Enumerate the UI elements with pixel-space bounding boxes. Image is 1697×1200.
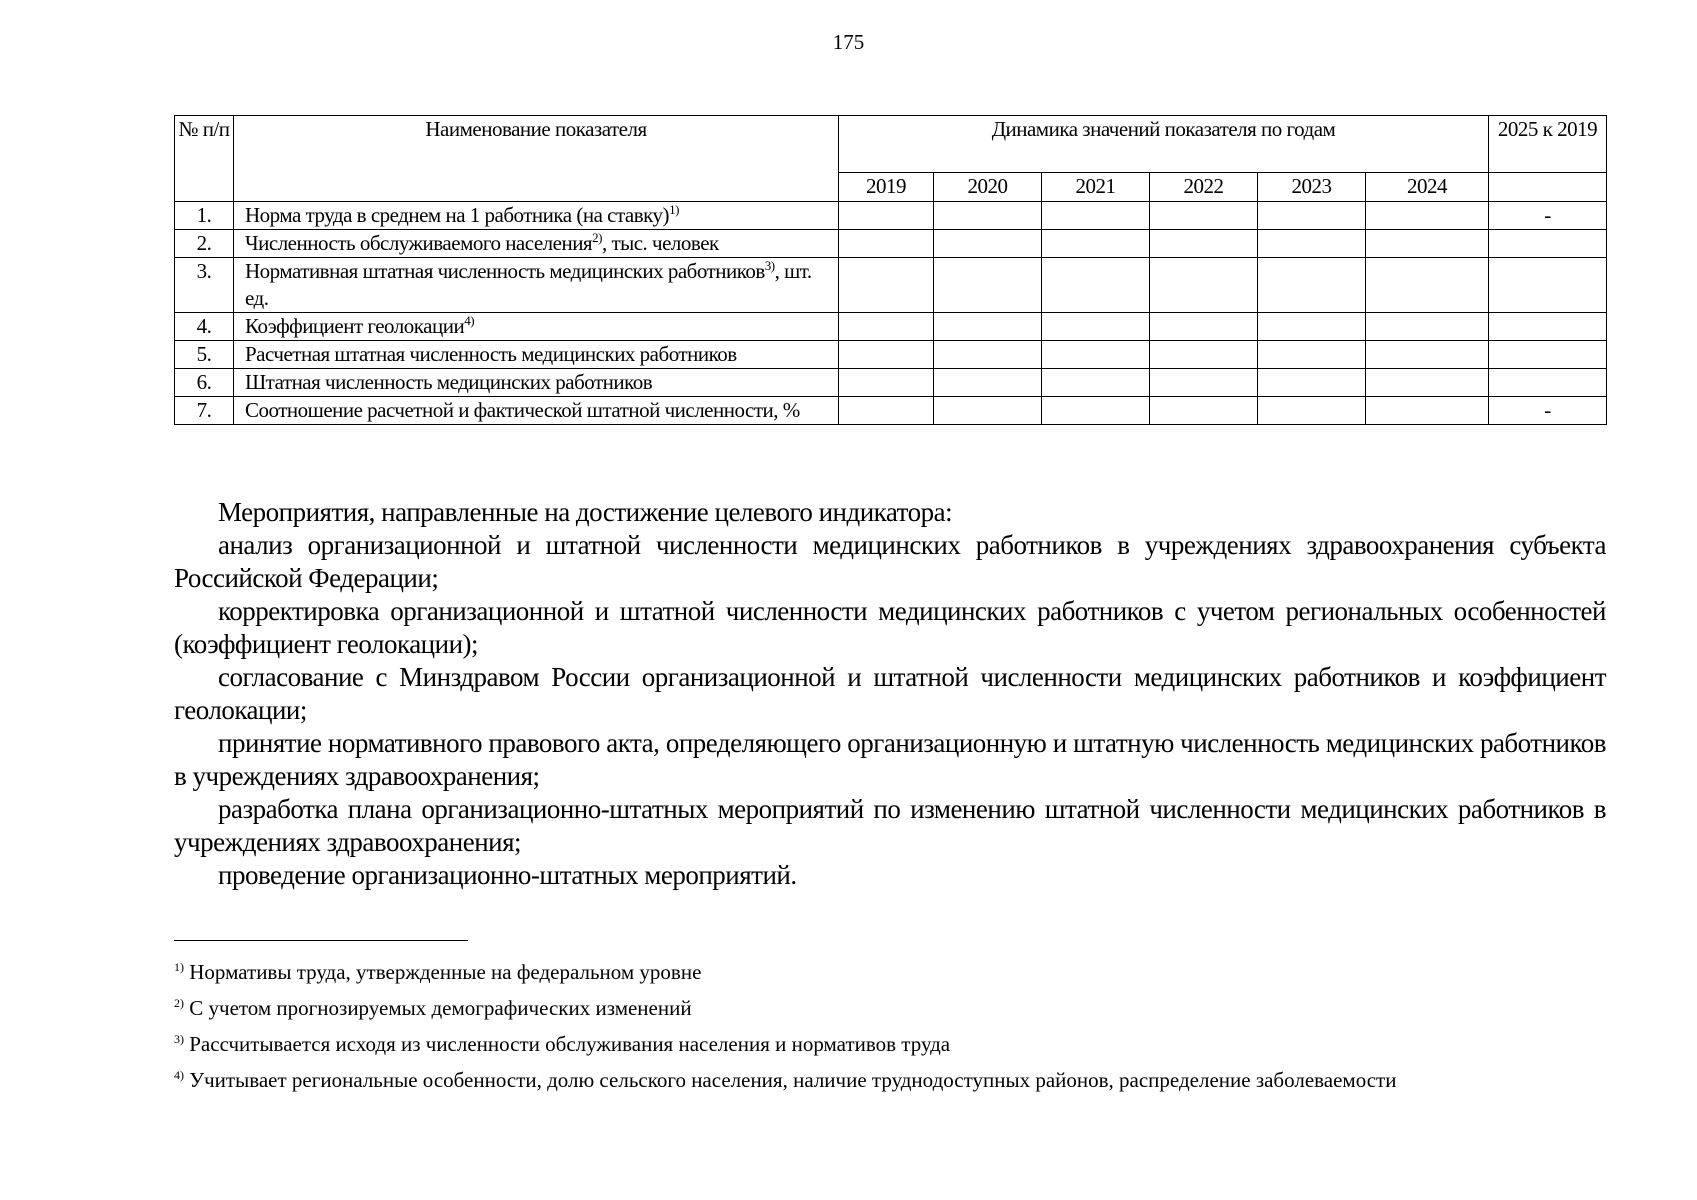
measure-item: проведение организационно-штатных мероприятий. — [218, 860, 797, 890]
compare-cell: - — [1489, 397, 1607, 425]
compare-cell — [1489, 341, 1607, 369]
year-value-cell — [1042, 397, 1150, 425]
row-number: 6. — [175, 369, 234, 397]
indicator-name-text: Численность обслуживаемого населения — [245, 231, 593, 255]
header-year: 2023 — [1258, 173, 1366, 202]
year-value-cell — [839, 341, 934, 369]
year-value-cell — [934, 313, 1042, 341]
footnote-mark: 3) — [174, 1032, 184, 1046]
table-header-row — [175, 116, 1607, 173]
page-number: 175 — [832, 30, 865, 54]
footnote-mark: 1) — [174, 960, 184, 974]
year-value-cell — [934, 230, 1042, 258]
footnote-ref: 4) — [464, 313, 475, 328]
year-value-cell — [1258, 258, 1366, 313]
footnote-text: Учитывает региональные особенности, долю сельского населения, наличие труднодоступных районов, распределение заболеваемости — [184, 1068, 1397, 1092]
table-row — [175, 230, 1607, 258]
row-indicator-name — [234, 397, 839, 425]
row-number: 7. — [175, 397, 234, 425]
year-value-cell — [1042, 258, 1150, 313]
indicator-name-text: Соотношение расчетной и фактической штатной численности, % — [245, 398, 800, 422]
year-value-cell — [934, 202, 1042, 230]
footnote-ref: 1) — [669, 202, 679, 217]
row-number: 1. — [175, 202, 234, 230]
row-indicator-name — [234, 258, 839, 313]
measures-section — [174, 496, 1606, 892]
header-year: 2021 — [1042, 173, 1150, 202]
year-value-cell — [1366, 341, 1489, 369]
year-value-cell — [839, 202, 934, 230]
header-dynamics: Динамика значений показателя по годам — [839, 116, 1489, 173]
year-value-cell — [1258, 397, 1366, 425]
footnote-divider — [174, 940, 468, 941]
table-row — [175, 397, 1607, 425]
footnote — [174, 1030, 1606, 1058]
header-year: 2024 — [1366, 173, 1489, 202]
year-value-cell — [934, 369, 1042, 397]
year-value-cell — [1258, 369, 1366, 397]
year-value-cell — [1366, 397, 1489, 425]
year-value-cell — [1150, 230, 1258, 258]
header-year: 2022 — [1150, 173, 1258, 202]
indicators-table — [174, 115, 1607, 425]
header-year: 2019 — [839, 173, 934, 202]
year-value-cell — [839, 313, 934, 341]
table-row — [175, 202, 1607, 230]
indicator-unit: , тыс. человек — [601, 231, 719, 255]
footnotes — [174, 958, 1606, 1102]
compare-cell — [1489, 258, 1607, 313]
footnote-text: С учетом прогнозируемых демографических изменений — [184, 996, 692, 1020]
year-value-cell — [1150, 341, 1258, 369]
compare-cell — [1489, 369, 1607, 397]
measure-item: анализ организационной и штатной численности медицинских работников в учреждениях здравоохранения субъекта Российской Федерации; — [174, 530, 1606, 593]
footnote — [174, 994, 1606, 1022]
year-value-cell — [1258, 202, 1366, 230]
indicator-name-text: Нормативная штатная численность медицинских работников — [245, 259, 765, 283]
year-value-cell — [1258, 313, 1366, 341]
footnote — [174, 1066, 1606, 1094]
year-value-cell — [1042, 369, 1150, 397]
compare-cell: - — [1489, 202, 1607, 230]
measure-item: принятие нормативного правового акта, определяющего организационную и штатную численность медицинских работников в учреждениях здравоохранения; — [174, 728, 1606, 791]
indicator-name-text: Штатная численность медицинских работников — [245, 370, 653, 394]
row-indicator-name — [234, 230, 839, 258]
measure-item: корректировка организационной и штатной численности медицинских работников с учетом региональных особенностей (коэффициент геолокации); — [174, 596, 1606, 659]
footnote-mark: 2) — [174, 996, 184, 1010]
footnote-ref: 3) — [764, 258, 775, 273]
year-value-cell — [1366, 202, 1489, 230]
table-row — [175, 369, 1607, 397]
table-row — [175, 313, 1607, 341]
indicator-name-text: Коэффициент геолокации — [245, 314, 465, 338]
year-value-cell — [1258, 341, 1366, 369]
year-value-cell — [934, 397, 1042, 425]
compare-cell — [1489, 230, 1607, 258]
measure-item: согласование с Минздравом России организационной и штатной численности медицинских работников и коэффициент геолокации; — [174, 662, 1606, 725]
footnote-text: Нормативы труда, утвержденные на федеральном уровне — [184, 960, 702, 984]
header-num: № п/п — [175, 116, 234, 202]
year-value-cell — [839, 397, 934, 425]
year-value-cell — [1366, 230, 1489, 258]
footnote-mark: 4) — [174, 1068, 184, 1082]
footnote-text: Рассчитывается исходя из численности обслуживания населения и нормативов труда — [184, 1032, 951, 1056]
year-value-cell — [839, 230, 934, 258]
table-row — [175, 258, 1607, 313]
year-value-cell — [1366, 369, 1489, 397]
header-name: Наименование показателя — [234, 116, 839, 202]
year-value-cell — [1150, 202, 1258, 230]
row-indicator-name — [234, 202, 839, 230]
year-value-cell — [1150, 369, 1258, 397]
year-value-cell — [934, 341, 1042, 369]
row-indicator-name — [234, 369, 839, 397]
year-value-cell — [1366, 313, 1489, 341]
row-indicator-name — [234, 341, 839, 369]
row-number: 3. — [175, 258, 234, 313]
year-value-cell — [1150, 313, 1258, 341]
indicator-name-text: Расчетная штатная численность медицинских работников — [245, 342, 737, 366]
indicator-name-text: Норма труда в среднем на 1 работника (на ставку) — [245, 203, 670, 227]
year-value-cell — [1366, 258, 1489, 313]
year-value-cell — [839, 369, 934, 397]
year-value-cell — [934, 258, 1042, 313]
year-value-cell — [1258, 230, 1366, 258]
year-value-cell — [1042, 341, 1150, 369]
header-year: 2020 — [934, 173, 1042, 202]
row-number: 4. — [175, 313, 234, 341]
header-compare-empty — [1489, 173, 1607, 202]
footnote-ref: 2) — [592, 230, 602, 245]
indicator-unit: , шт. ед. — [245, 259, 812, 310]
measures-intro: Мероприятия, направленные на достижение целевого индикатора: — [218, 497, 953, 527]
table-body — [175, 202, 1607, 425]
header-compare: 2025 к 2019 — [1489, 116, 1607, 173]
measure-item: разработка плана организационно-штатных мероприятий по изменению штатной численности медицинских работников в учреждениях здравоохранения; — [174, 794, 1606, 857]
year-value-cell — [1150, 258, 1258, 313]
year-value-cell — [1042, 202, 1150, 230]
year-value-cell — [1042, 313, 1150, 341]
year-value-cell — [839, 258, 934, 313]
year-value-cell — [1042, 230, 1150, 258]
footnote — [174, 958, 1606, 986]
compare-cell — [1489, 313, 1607, 341]
row-number: 2. — [175, 230, 234, 258]
row-number: 5. — [175, 341, 234, 369]
table-row — [175, 341, 1607, 369]
year-value-cell — [1150, 397, 1258, 425]
row-indicator-name — [234, 313, 839, 341]
